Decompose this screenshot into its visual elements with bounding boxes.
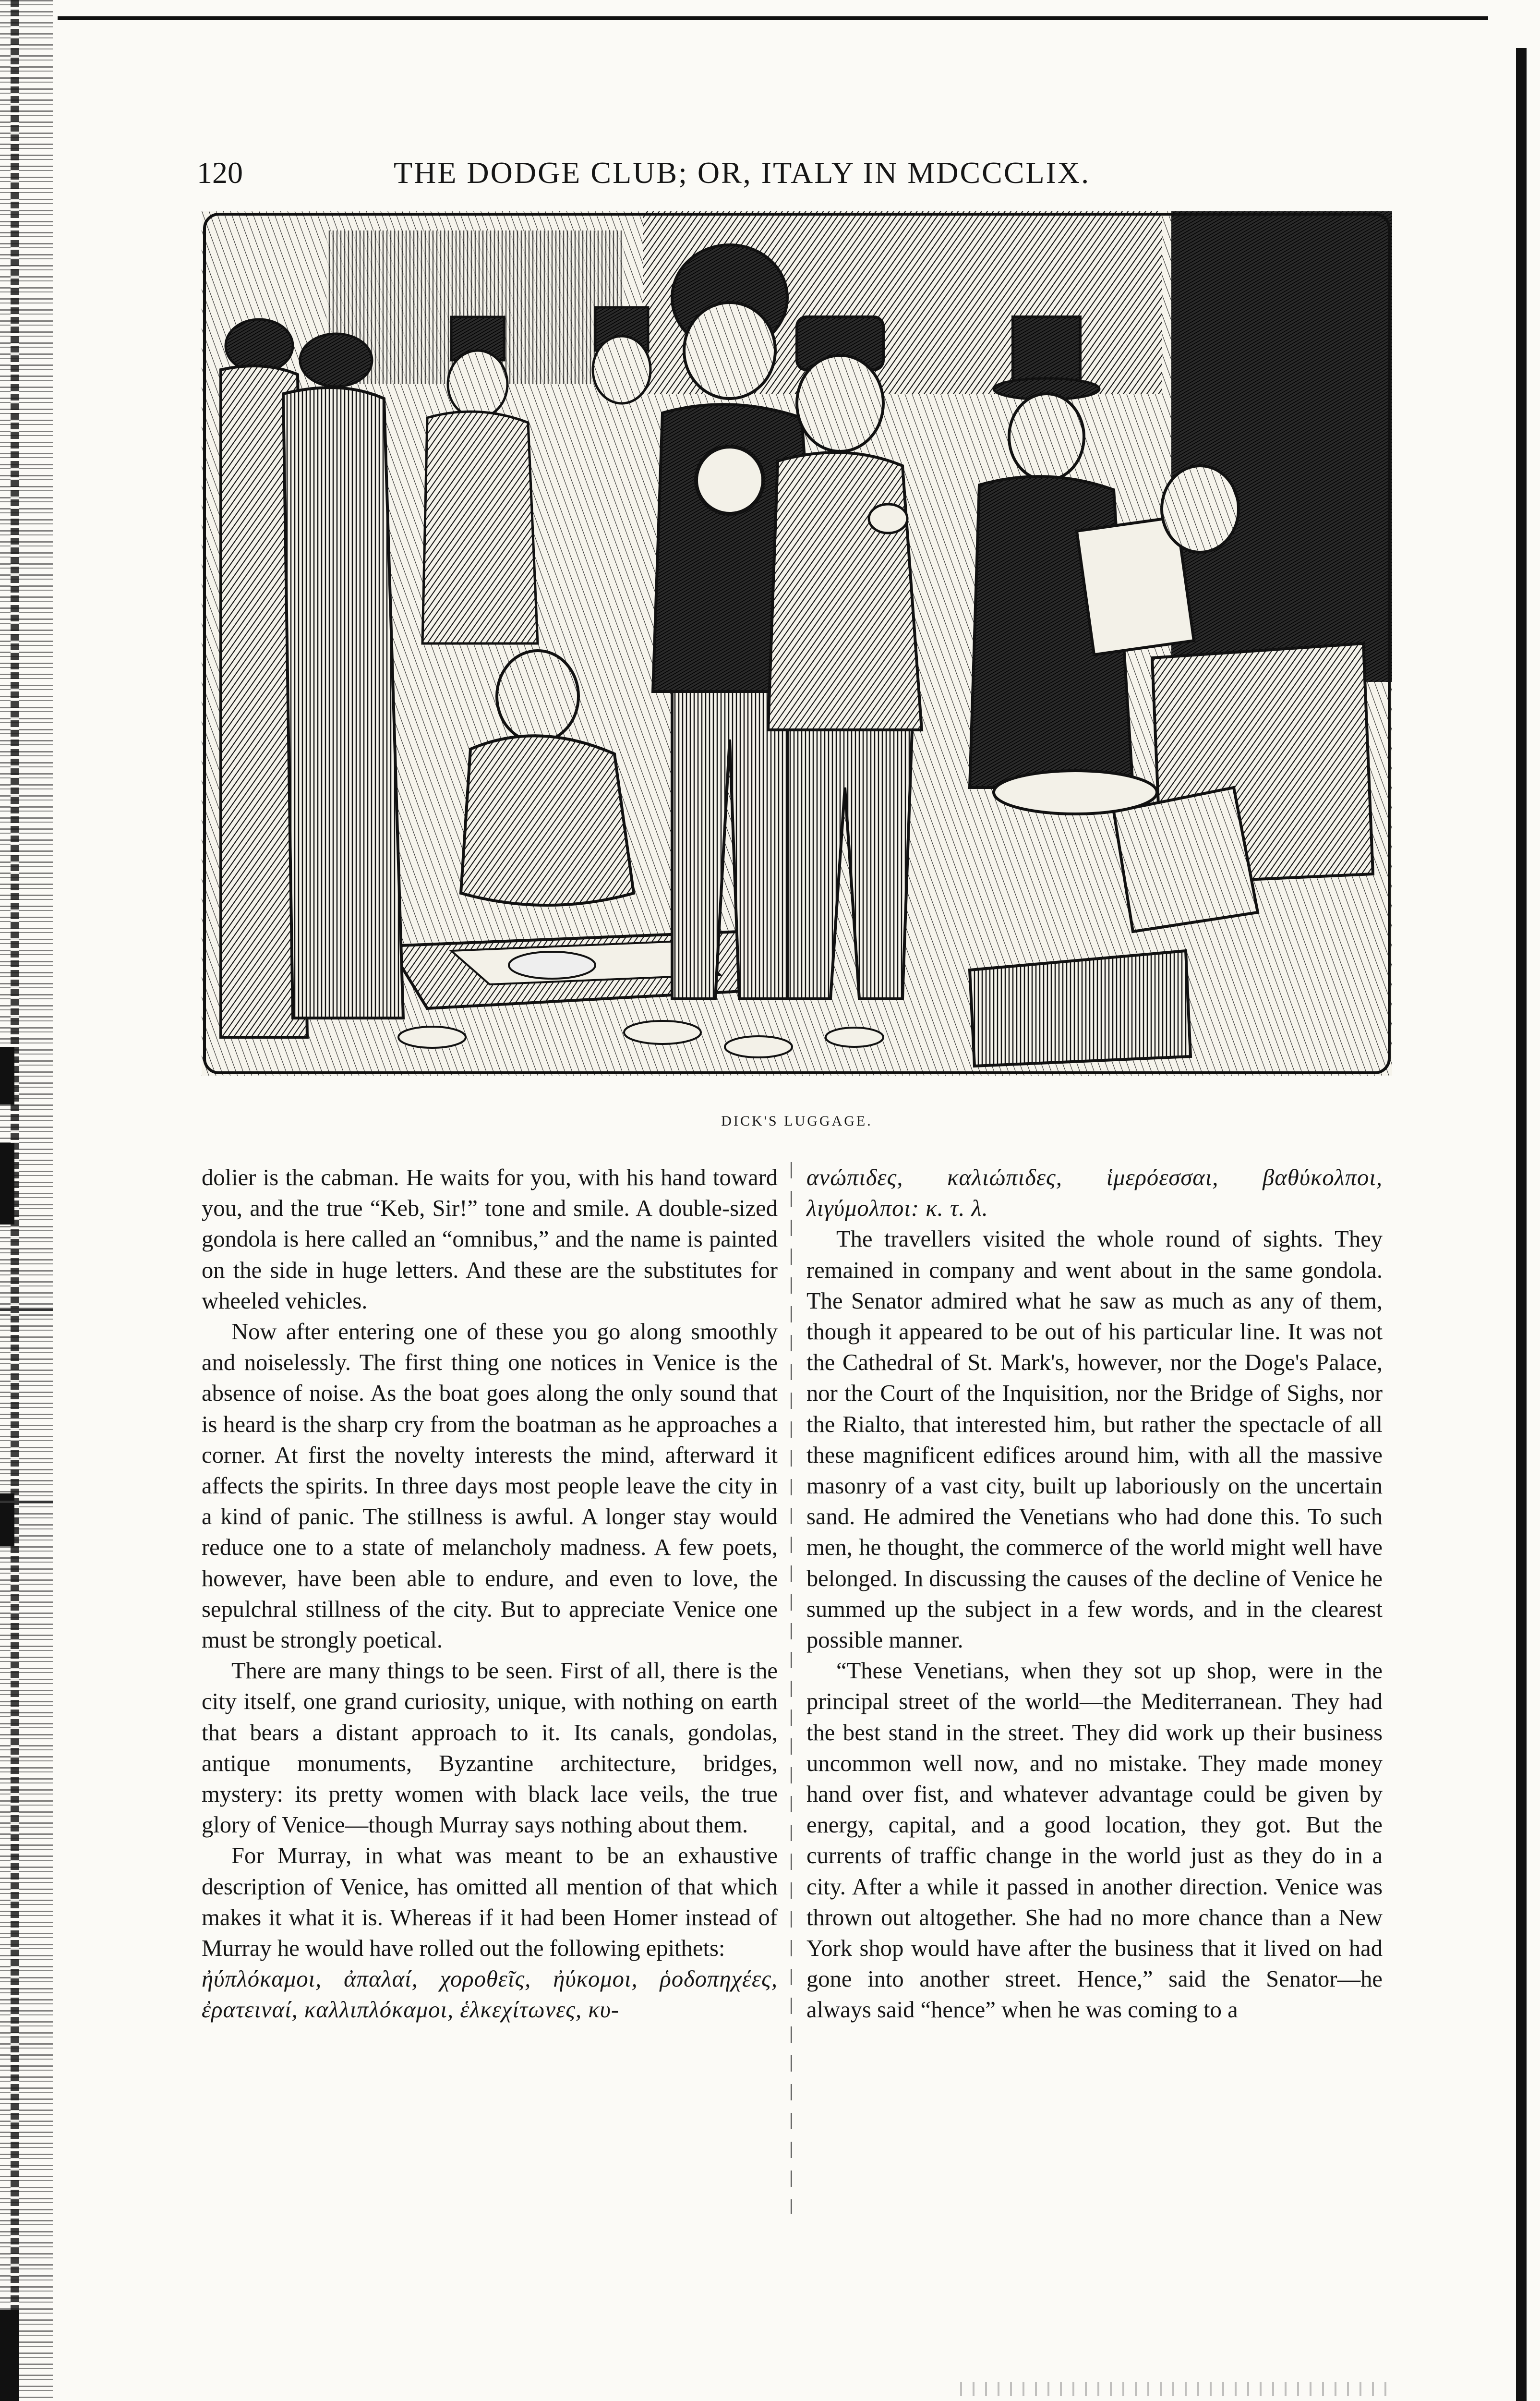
right-column <box>806 1162 1383 2025</box>
illustration-caption: DICK'S LUGGAGE. <box>721 1113 873 1129</box>
scan-right-rule <box>1516 48 1527 2401</box>
paragraph: The travellers visited the whole round of sights. They remained in company and went about in the same gondola. The Senator admired what he saw as much as any of them, though it appeared to be out of his particular line. It was not the Cathedral of St. Mark's, however, nor the Doge's Palace, nor the Court of the Inquisition, nor the Bridge of Sighs, nor the Rialto, that interested him, but rather the spectacle of all these magnificent edifices around him, with all the massive masonry of a vast city, built up laboriously on the uncertain sand. He admired the Venetians who had done this. To such men, he thought, the commerce of the world might well have belonged. In discussing the causes of the decline of Venice he summed up the subject in a few words, and in the clearest possible manner. <box>806 1226 1383 1653</box>
greek-epithets: ἠύπλόκαμοι, ἀπαλαί, χοροθεῖς, ἠύκομοι, ῥοδοπηχέες, ἐρατειναί, καλλιπλόκαμοι, ἑλκεχίτωνες, κυ- <box>202 1966 778 2023</box>
paragraph: “These Venetians, when they sot up shop, were in the principal street of the world—the Mediterranean. They had the best stand in the street. They did work up their business uncommon well now, and no mistake. They made money hand over fist, and whatever advantage could be given by energy, capital, and a good location, they got. But the currents of traffic change in the world just as they do in a city. After a while it passed in another direction. Venice was thrown out altogether. She had no more chance than a New York shop would have after the business that it lived on had gone into another street. Hence,” said the Senator—he always said “hence” when he was coming to a <box>806 1658 1383 2023</box>
page-number: 120 <box>197 156 243 190</box>
scan-edge-mark <box>0 1143 14 1225</box>
scan-footer-noise <box>960 2382 1392 2396</box>
scan-top-rule <box>58 16 1488 20</box>
running-title-text: THE DODGE CLUB; OR, ITALY IN MDCCCLIX. <box>394 156 1091 190</box>
scan-edge-mark <box>0 1047 14 1104</box>
paragraph: Now after entering one of these you go along smoothly and noiselessly. The first thing one notices in Venice is the absence of noise. As the boat goes along the only sound that is heard is the sharp cry from the boatman as he approaches a corner. At first the novelty interests the mind, afterward it affects the spirits. In three days most people leave the city in a kind of panic. The stillness is awful. A longer stay would reduce one to a state of melancholy madness. A few poets, however, have been able to endure, and even to love, the sepulchral stillness of the city. But to appreciate Venice one must be strongly poetical. <box>202 1319 778 1653</box>
left-column <box>202 1162 778 2025</box>
paragraph: dolier is the cabman. He waits for you, with his hand toward you, and the true “Keb, Sir!” tone and smile. A double-sized gondola is here called an “omnibus,” and the name is painted on the side in huge letters. And these are the substitutes for wheeled vehicles. <box>202 1164 778 1314</box>
scan-edge-mark <box>0 2310 19 2401</box>
column-divider <box>791 1162 792 2214</box>
paragraph: For Murray, in what was meant to be an exhaustive description of Venice, has omitted all mention of that which makes it what it is. Whereas if it had been Homer instead of Murray he would have rolled out the following epithets: <box>202 1843 778 1962</box>
paragraph: There are many things to be seen. First of all, there is the city itself, one grand curiosity, unique, with nothing on earth that bears a distant approach to it. Its canals, gondolas, antique monuments, Byzantine architecture, bridges, mystery: its pretty women with black lace veils, the true glory of Venice—though Murray says nothing about them. <box>202 1658 778 1838</box>
running-title <box>202 144 1258 202</box>
margin-tick <box>0 1309 53 1311</box>
margin-tick <box>0 1501 53 1503</box>
engraving-illustration <box>202 211 1392 1076</box>
greek-epithets-continued: ανώπιδες, καλιώπιδες, ἱμερόεσσαι, βαθύκολποι, λιγύμολποι: κ. τ. λ. <box>806 1164 1383 1222</box>
